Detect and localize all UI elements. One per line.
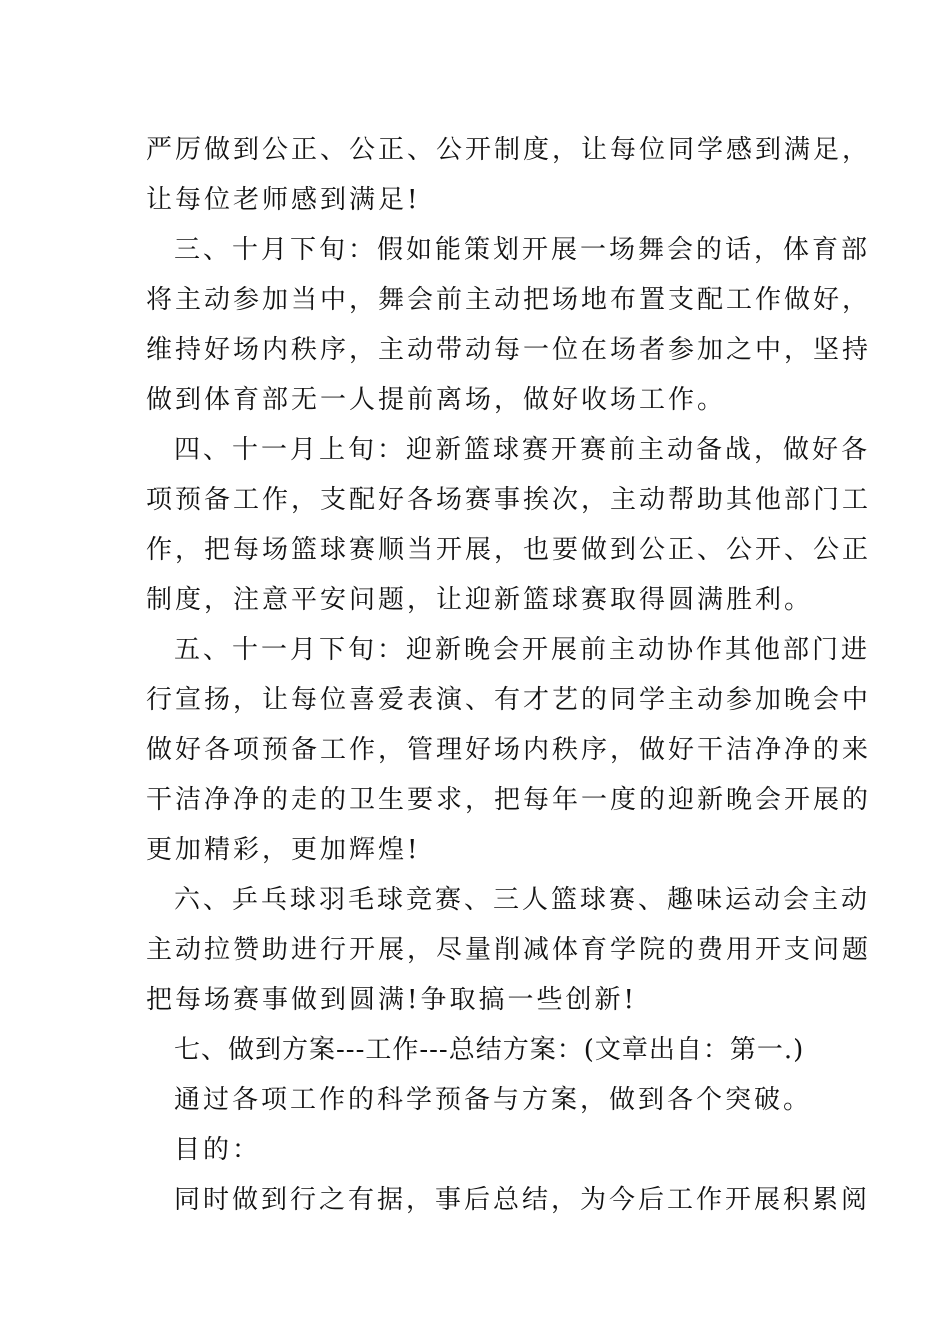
text-line: 让每位老师感到满足! <box>146 185 421 215</box>
text-line: 严厉做到公正、公正、公开制度，让每位同学感到满足， <box>146 135 872 165</box>
text-line: 目的： <box>174 1135 262 1165</box>
text-line: 行宣扬，让每位喜爱表演、有才艺的同学主动参加晚会中 <box>146 685 872 715</box>
text-line: 制度，注意平安问题，让迎新篮球赛取得圆满胜利。 <box>146 585 814 615</box>
paragraph-heading-seven: 七、做到方案---工作---总结方案：(文章出自：第一.) <box>174 1035 805 1065</box>
paragraph-heading-five: 五、十一月下旬：迎新晚会开展前主动协作其他部门进 <box>174 635 871 665</box>
text-line: 作，把每场篮球赛顺当开展，也要做到公正、公开、公正 <box>146 535 872 565</box>
paragraph-heading-four: 四、十一月上旬：迎新篮球赛开赛前主动备战，做好各 <box>174 435 871 465</box>
paragraph-heading-six: 六、乒乓球羽毛球竞赛、三人篮球赛、趣味运动会主动 <box>174 885 871 915</box>
text-line: 干洁净净的走的卫生要求，把每年一度的迎新晚会开展的 <box>146 785 872 815</box>
text-line: 做到体育部无一人提前离场，做好收场工作。 <box>146 385 727 415</box>
text-line: 同时做到行之有据，事后总结，为今后工作开展积累阅 <box>174 1185 871 1215</box>
text-line: 将主动参加当中，舞会前主动把场地布置支配工作做好， <box>146 285 872 315</box>
paragraph-heading-three: 三、十月下旬：假如能策划开展一场舞会的话，体育部 <box>174 235 871 265</box>
text-line: 更加精彩，更加辉煌! <box>146 835 421 865</box>
text-line: 通过各项工作的科学预备与方案，做到各个突破。 <box>174 1085 813 1115</box>
text-line: 项预备工作，支配好各场赛事挨次，主动帮助其他部门工 <box>146 485 872 515</box>
text-line: 维持好场内秩序，主动带动每一位在场者参加之中，坚持 <box>146 335 872 365</box>
text-line: 把每场赛事做到圆满!争取搞一些创新! <box>146 985 637 1015</box>
text-line: 主动拉赞助进行开展，尽量削减体育学院的费用开支问题 <box>146 935 872 965</box>
text-line: 做好各项预备工作，管理好场内秩序，做好干洁净净的来 <box>146 735 872 765</box>
